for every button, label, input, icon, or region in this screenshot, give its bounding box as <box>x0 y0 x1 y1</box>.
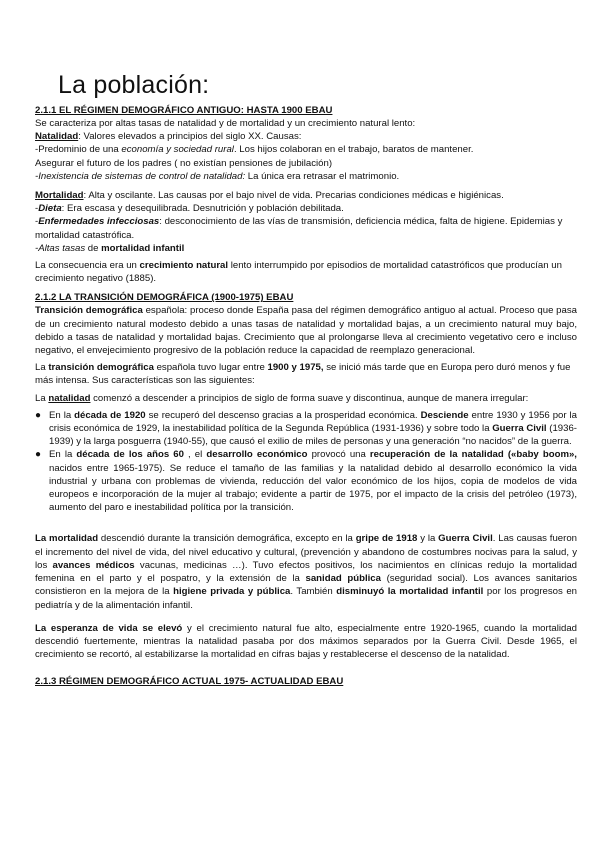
causa1-prefix: -Predominio de una <box>35 144 122 156</box>
transicion-def-text: española: proceso donde España pasa del régimen demográfico antiguo al actual. Proceso que pasa de un crecimiento natural modesto debido a unas tasas de natalidad y mortalidad bajas, a un crecimiento natural muy bajo, debido a tasas de natalidad y mortalidad bajas. Crecimiento que al prolongarse lleva al crecimiento vegetativo cero e incluso negativo, el envejecimiento progresivo de la población reduce la capacidad de reemplazo generacional. <box>35 305 577 357</box>
natalidad-label: Natalidad <box>35 131 79 143</box>
mortalidad-text: : Alta y oscilante. Las causas por el bajo nivel de vida. Precarias condiciones médicas e higiénicas. <box>83 190 504 202</box>
altas-tasas-italic: -Altas tasas <box>35 242 86 254</box>
mort-bold7: disminuyó la mortalidad infantil <box>336 586 484 598</box>
consec-prefix: La consecuencia era un <box>35 260 140 272</box>
bullet1-text3: entre 1930 y 1956 por la crisis económica de 1929, la inestabilidad política de la Segunda República (1931-1936) y sobre todo la <box>49 409 577 435</box>
bullet-icon: ● <box>35 449 42 461</box>
mort-bold5: sanidad pública <box>305 573 381 585</box>
bullet2-bold2: desarrollo económico <box>206 449 308 461</box>
bullet1-bold1: década de 1920 <box>74 409 146 421</box>
bullet1-text1: En la <box>49 409 75 421</box>
page-title: La población: <box>58 71 210 99</box>
section-heading-regimen-antiguo: 2.1.1 EL RÉGIMEN DEMOGRÁFICO ANTIGUO: HASTA 1900 EBAU <box>35 105 333 116</box>
section1-intro: Se caracteriza por altas tasas de natalidad y de mortalidad y un crecimiento natural lento: <box>35 118 416 129</box>
bullet1-text2: se recuperó del descenso gracias a la prosperidad económica. <box>145 409 421 421</box>
dieta-prefix: - <box>35 203 39 215</box>
mort-text2: y la <box>417 533 439 545</box>
mort-text4: vacunas, medicinas …). Tuvo efectos positivos, los nacimientos en clínicas redujo la mortalidad femenina en el parto y el pospatro, y la extensión de la <box>35 559 577 585</box>
document-page <box>35 70 577 688</box>
bullet-icon: ● <box>35 409 42 421</box>
mort-text3: . Las causas fueron el incremento del nivel de vida, del nivel educativo y cultural, (prevención y abandono de costumbres nocivas para la salud, y los <box>35 533 578 571</box>
transicion-def-bold: Transición demográfica <box>35 305 143 317</box>
causa1-text: . Los hijos colaboran en el trabajo, baratos de mantener. <box>233 144 474 156</box>
natalidad-transicion-text: comenzó a descender a principios de siglo de forma suave y discontinua, aunque de manera irregular: <box>90 392 529 404</box>
mort-bold6: higiene privada y pública <box>173 586 291 598</box>
mort-text7: por los progresos en pediatría y de la alimentación infantil. <box>35 586 577 611</box>
causa-economia-rural <box>35 143 577 156</box>
consecuencia-paragraph <box>35 259 577 285</box>
esperanza-bold: La esperanza de vida se elevó <box>35 622 183 634</box>
bullet2-text2: , el <box>183 449 207 461</box>
mort-text1: descendió durante la transición demográfica, excepto en la <box>98 533 356 545</box>
section-heading-regimen-actual: 2.1.3 RÉGIMEN DEMOGRÁFICO ACTUAL 1975- ACTUALIDAD EBAU <box>35 676 344 688</box>
esp-prefix: La <box>35 362 49 374</box>
enfermedades-text: : desconocimiento de las vías de transmisión, deficiencia médica, falta de higiene. Epidemias y mortalidad catastrófica. <box>35 216 563 241</box>
bullet2-text1: En la <box>49 449 77 461</box>
natalidad-text: : Valores elevados a principios del siglo XX. Causas: <box>78 131 302 143</box>
natalidad-transicion-label: natalidad <box>48 392 91 404</box>
natalidad-bullet-list <box>35 409 577 515</box>
mortalidad-paragraph <box>35 189 577 202</box>
nat-prefix: La <box>35 392 49 404</box>
section-heading-transicion: 2.1.2 LA TRANSICIÓN DEMOGRÁFICA (1900-1975) EBAU <box>35 292 294 304</box>
causa-control-natalidad <box>35 170 577 183</box>
bullet2-text3: provocó una <box>307 449 370 461</box>
mortalidad-transicion-paragraph <box>35 532 577 611</box>
bullet1-bold2: Desciende <box>420 409 469 421</box>
consec-bold: crecimiento natural <box>139 260 229 272</box>
mort-bold4: avances médicos <box>52 559 135 571</box>
enfermedades-paragraph <box>35 215 577 241</box>
consec-text: lento interrumpido por episodios de mortalidad catastróficos que producían un crecimiento negativo (1885). <box>35 260 562 285</box>
list-item <box>35 409 577 449</box>
dieta-label: Dieta <box>38 203 62 215</box>
natalidad-paragraph <box>35 130 577 143</box>
esp-text1: española tuvo lugar entre <box>153 362 268 374</box>
transicion-espanola-paragraph <box>35 361 577 387</box>
enf-prefix: - <box>35 216 39 228</box>
mort-bold2: gripe de 1918 <box>355 533 418 545</box>
bullet1-bold3: Guerra Civil <box>492 423 547 435</box>
causa2-italic: -Inexistencia de sistemas de control de natalidad: <box>35 170 246 182</box>
altas-tasas-text: de <box>85 242 102 254</box>
esperanza-text: y el crecimiento natural fue alto, especialmente entre 1920-1965, cuando la mortalidad descendió fuertemente, mientras la natalidad pasaba por dos máximos separados por la Guerra Civil. Desde 1965, el crecimiento se recortó, al estabilizarse la mortalidad en cifras bajas y restablecerse el descenso de la natalidad. <box>35 622 577 661</box>
altas-tasas-bold: mortalidad infantil <box>101 242 185 254</box>
bullet2-text4: nacidos entre 1965-1975). Se reduce el tamaño de las familias y la natalidad debido al desarrollo económico la vida industrial y urbana con problemas de vivienda, reducción del valor económico de los hijos, copia de modelos de vida europeos e incorporación de la mujer al trabajo; evidente a partir de 1975, por el impacto de la crisis del petróleo (1973), aumento del paro e inestabilidad política por la transición. <box>49 462 577 514</box>
causa-jubilacion: Asegurar el futuro de los padres ( no existían pensiones de jubilación) <box>35 157 333 169</box>
dieta-text: : Era escasa y desequilibrada. Desnutrición y población debilitada. <box>61 203 344 215</box>
esp-bold2: 1900 y 1975, <box>267 362 324 374</box>
mort-text6: . También <box>290 586 337 598</box>
list-item <box>35 448 577 514</box>
mortalidad-label: Mortalidad <box>35 190 84 202</box>
transicion-definition <box>35 304 577 357</box>
esp-bold1: transición demográfica <box>48 362 154 374</box>
mort-bold3: Guerra Civil <box>438 533 493 545</box>
natalidad-transicion-paragraph <box>35 392 577 405</box>
mort-text5: (seguridad social). Los avances sanitarios consistieron en la mejora de la <box>35 573 577 598</box>
bullet2-bold3: recuperación de la natalidad («baby boom», <box>369 449 577 461</box>
mort-bold: La mortalidad <box>35 533 99 545</box>
altas-tasas-paragraph <box>35 242 577 255</box>
bullet1-text4: (1936-1939) y la larga posguerra (1940-55), que causó el exilio de miles de personas y una generación “no nacidos” de la guerra. <box>49 423 577 448</box>
enfermedades-label: Enfermedades infecciosas <box>38 216 160 228</box>
bullet2-bold1: década de los años 60 <box>76 449 184 461</box>
causa1-italic: economía y sociedad rural <box>121 144 234 156</box>
causa2-text: La única era retrasar el matrimonio. <box>245 170 400 182</box>
dieta-paragraph <box>35 202 577 215</box>
esp-text2: se inició más tarde que en Europa pero duró menos y fue más intensa. Sus características son las siguientes: <box>35 362 571 387</box>
esperanza-vida-paragraph <box>35 622 577 662</box>
